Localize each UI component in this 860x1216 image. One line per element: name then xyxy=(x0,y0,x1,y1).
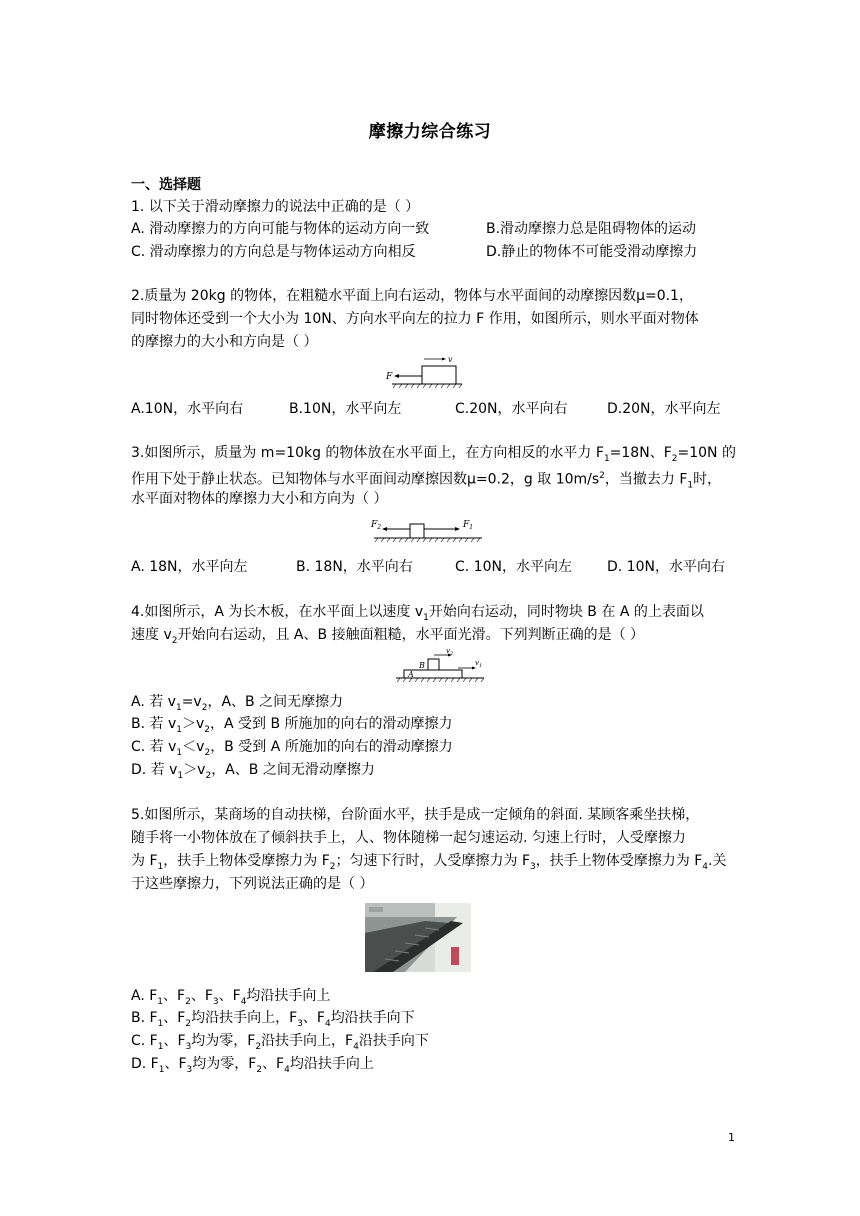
q5-stem-line4: 于这些摩擦力，下列说法正确的是（ ） xyxy=(131,876,374,892)
page-number: 1 xyxy=(728,1131,735,1144)
q2-option-c: C.20N，水平向右 xyxy=(455,401,568,417)
q3-fig-label-F2: $F_2$ xyxy=(371,520,382,531)
q3-block xyxy=(410,524,424,538)
q5-option-c: C. $F_1$、$F_3$均为零，$F_2$沿扶手向上，$F_4$沿扶手向下 xyxy=(131,1033,429,1052)
q5-option-b: B. $F_1$、$F_2$均沿扶手向上，$F_3$、$F_4$均沿扶手向下 xyxy=(131,1010,415,1029)
q1-stem: 1. 以下关于滑动摩擦力的说法中正确的是（ ） xyxy=(131,199,420,215)
q4-fig-label-B: B xyxy=(419,661,425,670)
q3-stem-line2: 作用下处于静止状态。已知物体与水平面间动摩擦因数μ=0.2，g 取 $10m/s^2$，当撤去力 $F_1$时， xyxy=(131,471,722,491)
q3-option-d: D. 10N，水平向右 xyxy=(607,559,725,575)
q4-stem-line2: 速度 $v_2$开始向右运动，且 A、B 接触面粗糙，水平面光滑。下列判断正确的是（ ） xyxy=(131,627,645,646)
q3-option-a: A. 18N，水平向左 xyxy=(131,559,248,575)
q5-option-d: D. $F_1$、$F_3$均为零，$F_2$、$F_4$均沿扶手向上 xyxy=(131,1056,374,1075)
q2-stem-line2: 同时物体还受到一个大小为 10N、方向水平向左的拉力 F 作用，如图所示，则水平面对物体 xyxy=(131,311,699,327)
q1-option-c: C. 滑动摩擦力的方向总是与物体运动方向相反 xyxy=(131,244,416,260)
q5-option-a: A. $F_1$、$F_2$、$F_3$、$F_4$均沿扶手向上 xyxy=(131,988,331,1007)
q5-stem-line1: 5.如图所示，某商场的自动扶梯，台阶面水平，扶手是成一定倾角的斜面. 某顾客乘坐扶梯， xyxy=(131,807,700,823)
q4-fig-label-A: A xyxy=(408,670,414,679)
q4-option-c: C. 若 $v_1<v_2$，B 受到 A 所施加的向右的滑动摩擦力 xyxy=(131,739,453,758)
q3-option-c: C. 10N，水平向左 xyxy=(455,559,572,575)
q2-option-b: B.10N，水平向左 xyxy=(289,401,402,417)
q2-stem-line1: 2.质量为 20kg 的物体，在粗糙水平面上向右运动，物体与水平面间的动摩擦因数μ=0.1， xyxy=(131,288,693,304)
q3-stem-line3: 水平面对物体的摩擦力大小和方向为（ ） xyxy=(131,491,388,507)
q4-fig-label-v2: $v_2$ xyxy=(446,648,454,657)
q4-option-b: B. 若 $v_1>v_2$，A 受到 B 所施加的向右的滑动摩擦力 xyxy=(131,716,453,735)
q5-stem-line3: 为 $F_1$，扶手上物体受摩擦力为 $F_2$；匀速下行时，人受摩擦力为 $F_3$，扶手上物体受摩擦力为 $F_4$.关 xyxy=(131,853,727,872)
q2-option-d: D.20N，水平向左 xyxy=(607,401,721,417)
section-heading: 一、选择题 xyxy=(131,177,201,193)
q3-option-b: B. 18N，水平向右 xyxy=(296,559,413,575)
escalator-photo xyxy=(365,903,471,972)
q4-fig-label-v1: $v_1$ xyxy=(475,659,483,669)
q1-option-b: B.滑动摩擦力总是阻碍物体的运动 xyxy=(486,221,697,237)
page-title: 摩擦力综合练习 xyxy=(368,122,492,142)
q4-figure xyxy=(394,648,486,686)
q1-option-a: A. 滑动摩擦力的方向可能与物体的运动方向一致 xyxy=(131,221,430,237)
q3-fig-label-F1: $F_1$ xyxy=(463,520,474,531)
q2-figure xyxy=(382,352,482,392)
q1-option-d: D.静止的物体不可能受滑动摩擦力 xyxy=(486,244,698,260)
q4-stem-line1: 4.如图所示，A 为长木板，在水平面上以速度 $v_1$开始向右运动，同时物块 B 在 A 的上表面以 xyxy=(131,604,704,623)
q3-stem-line1: 3.如图所示，质量为 m=10kg 的物体放在水平面上，在方向相反的水平力 $F_1=18N$、$F_2=10N$ 的 xyxy=(131,445,736,464)
q2-stem-line3: 的摩擦力的大小和方向是（ ） xyxy=(131,334,318,350)
q4-option-a: A. 若 $v_1=v_2$，A、B 之间无摩擦力 xyxy=(131,694,344,713)
q4-block-B xyxy=(428,659,439,670)
q2-fig-label-v: v xyxy=(448,355,453,364)
q2-fig-label-F: F xyxy=(386,372,393,382)
q4-option-d: D. 若 $v_1>v_2$，A、B 之间无滑动摩擦力 xyxy=(131,762,375,781)
q5-stem-line2: 随手将一小物体放在了倾斜扶手上，人、物体随梯一起匀速运动. 匀速上行时，人受摩擦力 xyxy=(131,830,686,846)
q2-block xyxy=(422,366,456,384)
q2-option-a: A.10N，水平向右 xyxy=(131,401,244,417)
q3-figure xyxy=(368,514,492,548)
